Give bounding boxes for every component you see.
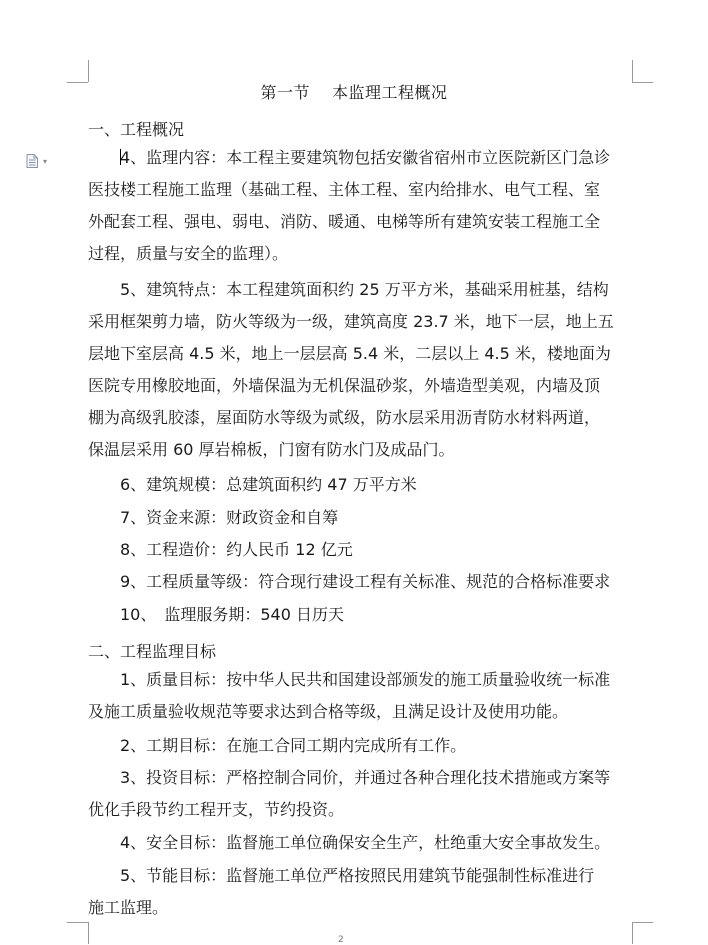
paragraph-schedule-goal: 2、工期目标：在施工合同工期内完成所有工作。: [120, 736, 467, 755]
paragraph-line: 过程，质量与安全的监理）。: [88, 244, 289, 263]
paragraph-line: 保温层采用 60 厚岩棉板，门窗有防水门及成品门。: [88, 440, 455, 459]
paragraph-service-period: 10、 监理服务期：540 日历天: [120, 605, 344, 624]
paragraph-building-features: [88, 274, 636, 466]
paragraph-quality-grade: 9、工程质量等级：符合现行建设工程有关标准、规范的合格标准要求: [120, 572, 611, 591]
paragraph-building-scale: 6、建筑规模：总建筑面积约 47 万平方米: [120, 475, 417, 494]
paragraph-energy-goal: 5、节能目标：监督施工单位严格按照民用建筑节能强制性标准进行 施工监理。: [88, 866, 595, 917]
paragraph-line: 5、建筑特点：本工程建筑面积约 25 万平方米，基础采用桩基，结构: [120, 280, 609, 299]
section-heading-overview: 一、工程概况: [88, 120, 185, 139]
paragraph-funding-source: 7、资金来源：财政资金和自筹: [120, 508, 339, 527]
page-title: 第一节 本监理工程概况: [260, 83, 448, 102]
paragraph-project-cost: 8、工程造价：约人民币 12 亿元: [120, 540, 353, 559]
chevron-down-icon[interactable]: ▾: [43, 157, 48, 166]
paragraph-line: 棚为高级乳胶漆，屋面防水等级为贰级，防水层采用沥青防水材料两道，: [88, 408, 601, 427]
paragraph-supervision-content: [88, 142, 636, 270]
paragraph-line: 4、监理内容：本工程主要建筑物包括安徽省宿州市立医院新区门急诊: [120, 148, 611, 167]
paragraph-safety-goal: 4、安全目标：监督施工单位确保安全生产，杜绝重大安全事故发生。: [120, 833, 611, 852]
section-heading-goals: 二、工程监理目标: [88, 642, 217, 661]
paragraph-investment-goal: 3、投资目标：严格控制合同价，并通过各种合理化技术措施或方案等 优化手段节约工程开支，节约投资。: [88, 768, 611, 819]
paragraph-line: 医技楼工程施工监理（基础工程、主体工程、室内给排水、电气工程、室: [88, 180, 601, 199]
paragraph-line: 层地下室层高 4.5 米，地上一层层高 5.4 米，二层以上 4.5 米，楼地面为: [88, 344, 611, 363]
paragraph-line: 医院专用橡胶地面，外墙保温为无机保温砂浆，外墙造型美观，内墙及顶: [88, 376, 601, 395]
page-number: 2: [338, 935, 344, 945]
paragraph-line: 外配套工程、强电、弱电、消防、暖通、电梯等所有建筑安装工程施工全: [88, 212, 601, 231]
paragraph-quality-goal: 1、质量目标：按中华人民共和国建设部颁发的施工质量验收统一标准 及施工质量验收规范等要求达到合格等级，且满足设计及使用功能。: [88, 670, 611, 721]
paragraph-line: 采用框架剪力墙，防火等级为一级，建筑高度 23.7 米，地下一层，地上五: [88, 312, 614, 331]
document-icon[interactable]: [26, 154, 38, 168]
